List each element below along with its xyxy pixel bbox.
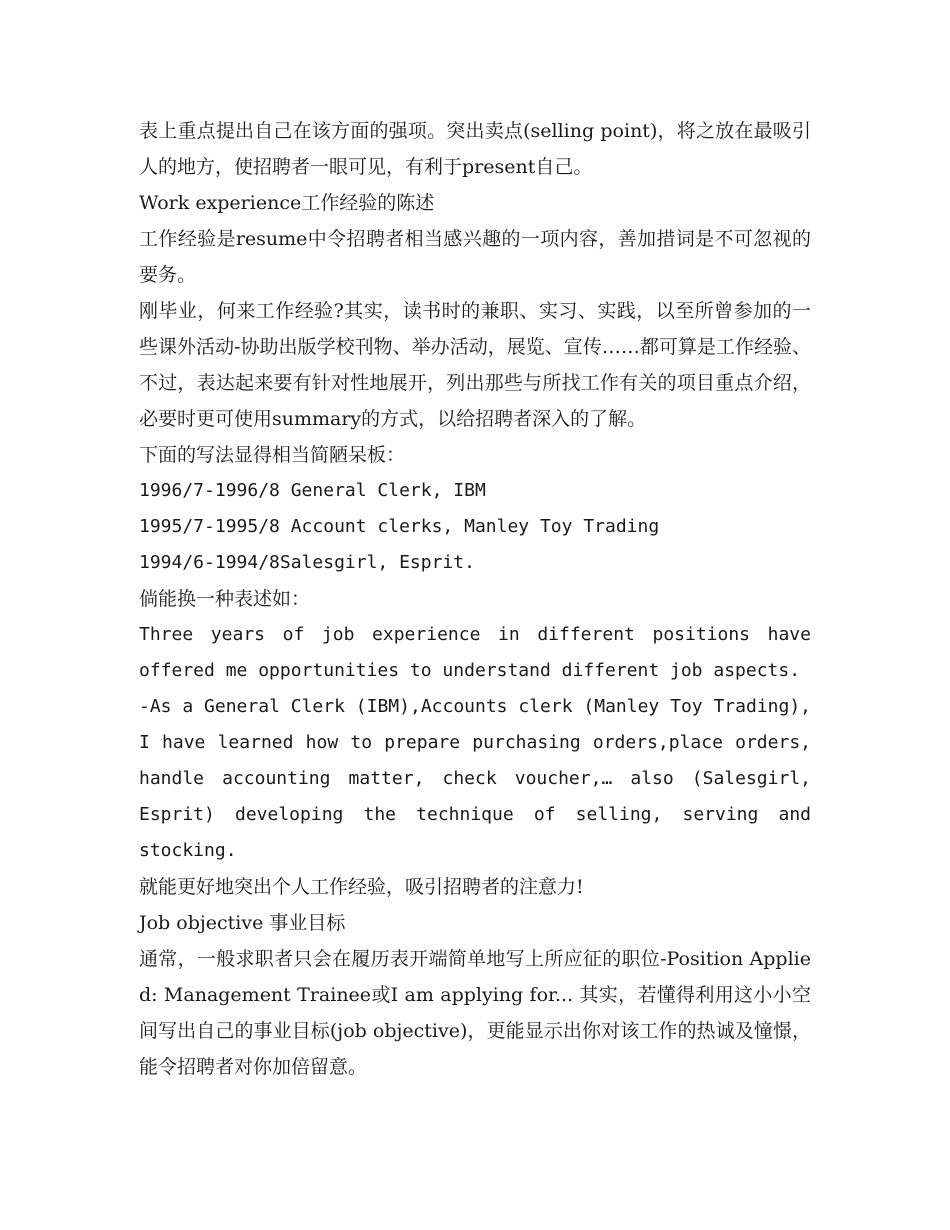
- paragraph-better-example-intro: 倘能换一种表述如：: [139, 588, 311, 610]
- paragraph-work-experience-intro: 工作经验是resume中令招聘者相当感兴趣的一项内容，善加措词是不可忽视的要务。: [139, 228, 811, 286]
- paragraph-plain-example-intro: 下面的写法显得相当简陋呆板：: [139, 444, 406, 466]
- example-line-ibm: 1996/7-1996/8 General Clerk, IBM: [139, 480, 486, 501]
- document-page: [139, 113, 811, 1085]
- example-line-esprit: 1994/6-1994/8Salesgirl, Esprit.: [139, 552, 475, 573]
- heading-work-experience: Work experience工作经验的陈述: [139, 192, 435, 214]
- paragraph-general-clerk: -As a General Clerk (IBM),Accounts clerk (Manley Toy Trading), I have learned how to prepare purchasing orders,place orders, handle accounting matter, check voucher,… also (Salesgirl, Esprit) developing the technique of selling, serving and stocking.: [139, 696, 811, 861]
- paragraph-selling-point: 表上重点提出自己在该方面的强项。突出卖点(selling point)，将之放在最吸引人的地方，使招聘者一眼可见，有利于present自己。: [139, 120, 811, 178]
- heading-job-objective: Job objective 事业目标: [139, 912, 346, 934]
- paragraph-highlight-experience: 就能更好地突出个人工作经验，吸引招聘者的注意力!: [139, 876, 584, 898]
- example-line-manley: 1995/7-1995/8 Account clerks, Manley Toy Trading: [139, 516, 660, 537]
- paragraph-job-objective: 通常，一般求职者只会在履历表开端简单地写上所应征的职位-Position Applied: Management Trainee或I am applying for... 其实，若懂得利用这小小空间写出自己的事业目标(job objective)，更能显示出你对该工作的热诚及憧憬，能令招聘者对你加倍留意。: [139, 948, 811, 1078]
- paragraph-three-years: Three years of job experience in different positions have offered me opportunities to understand different job aspects.: [139, 624, 811, 681]
- paragraph-graduate-experience: 刚毕业，何来工作经验?其实，读书时的兼职、实习、实践，以至所曾参加的一些课外活动-协助出版学校刊物、举办活动，展览、宣传……都可算是工作经验、不过，表达起来要有针对性地展开，列出那些与所找工作有关的项目重点介绍，必要时更可使用summary的方式，以给招聘者深入的了解。: [139, 300, 811, 430]
